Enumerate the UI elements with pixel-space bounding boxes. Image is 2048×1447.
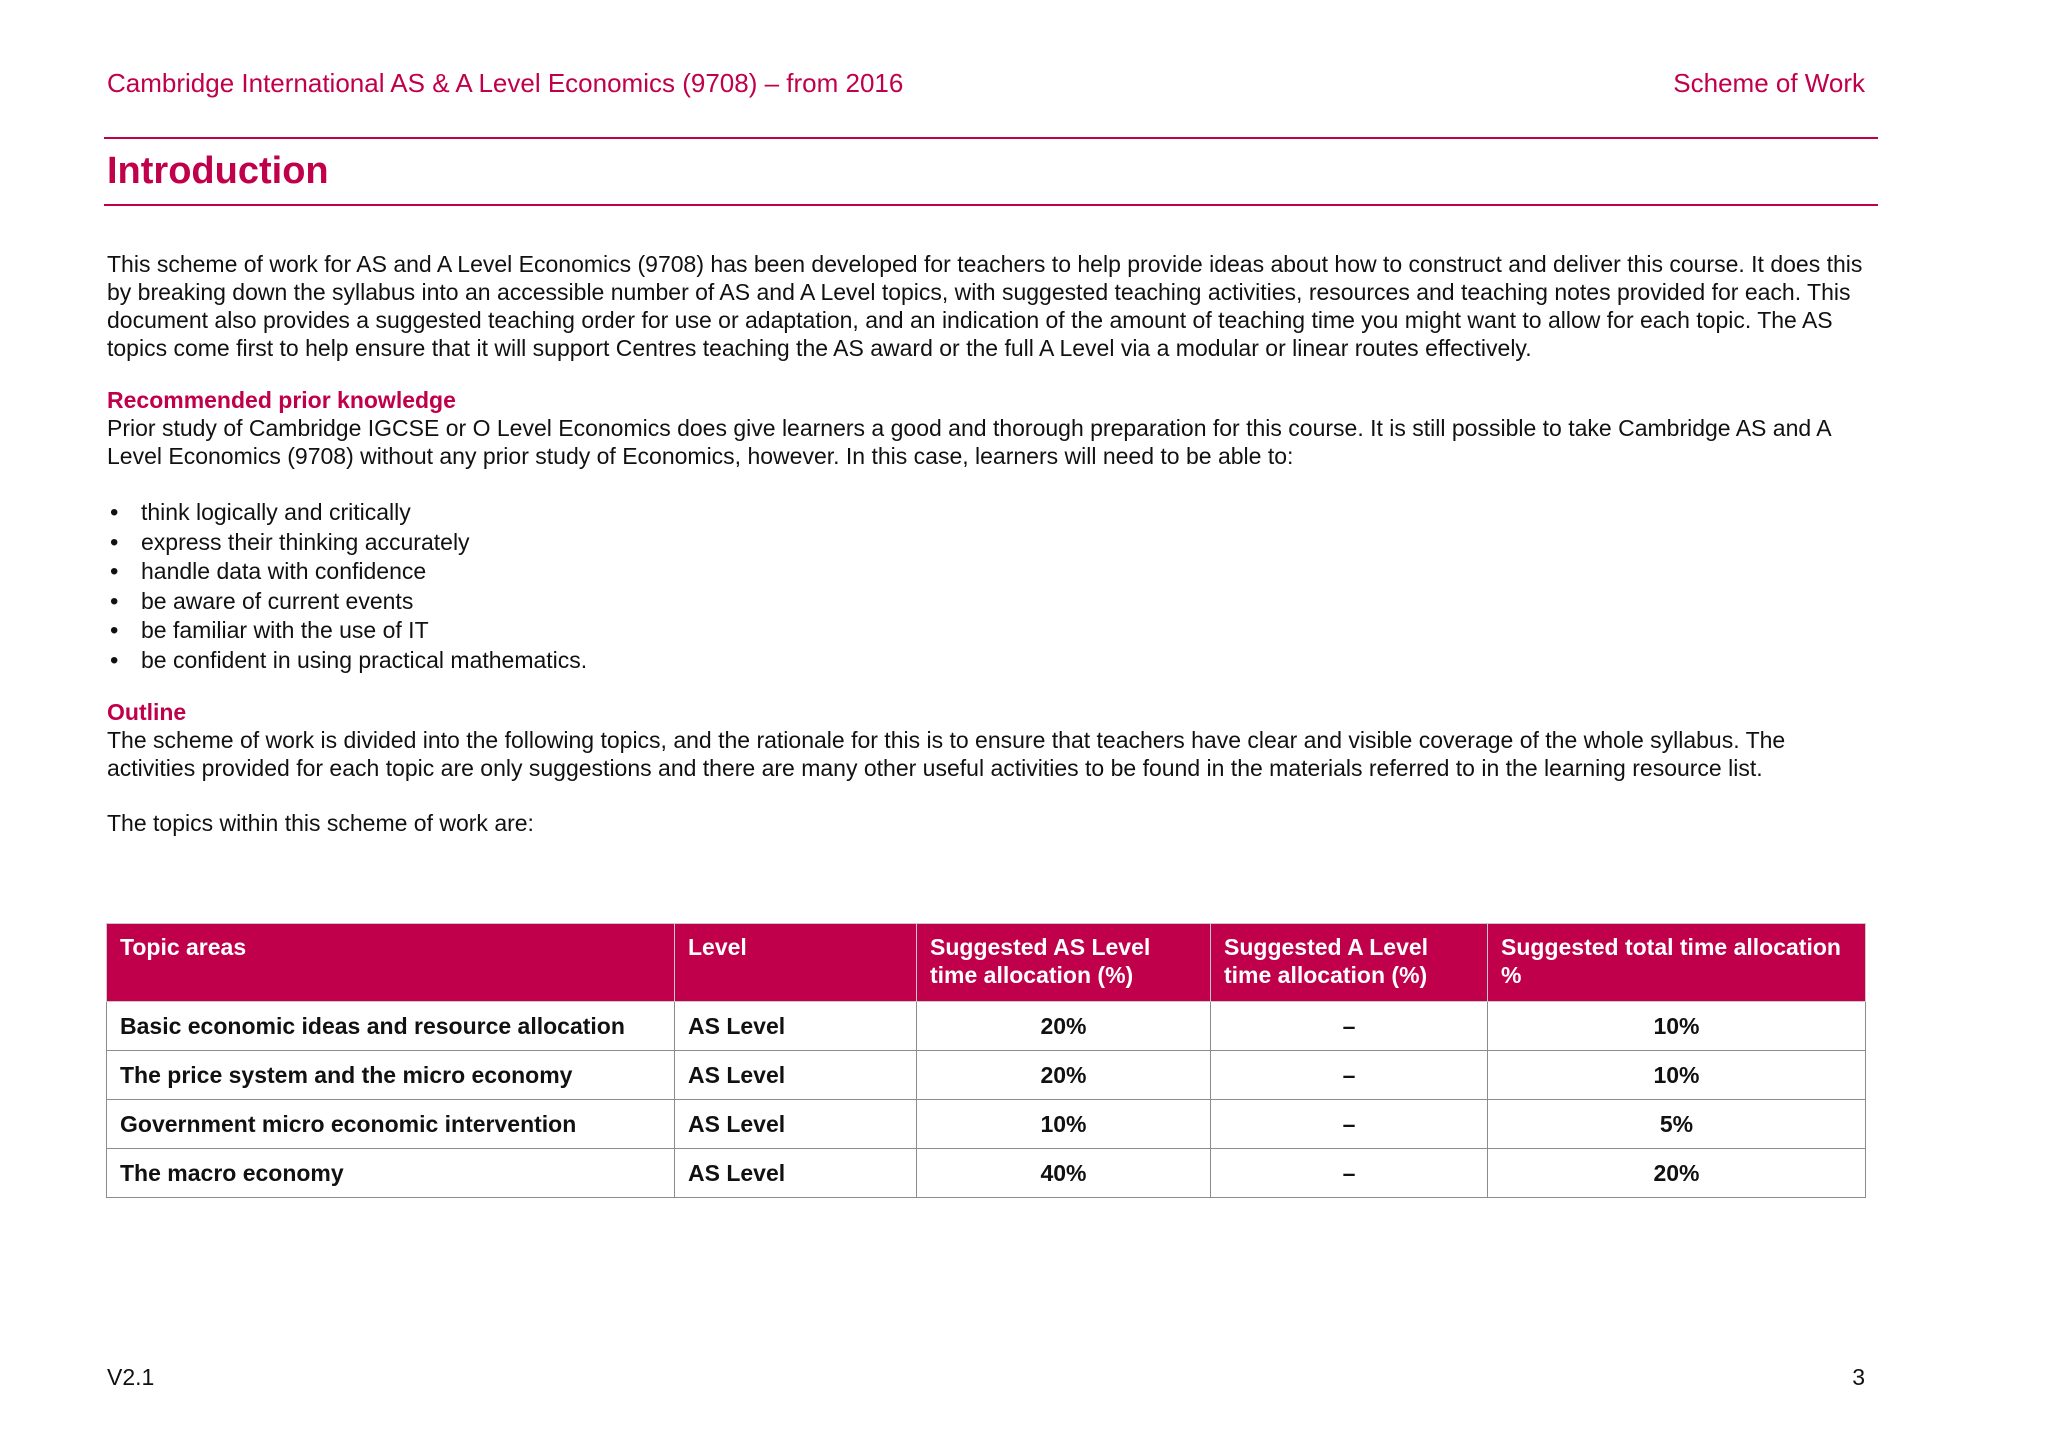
header-topic-areas: Topic areas xyxy=(107,924,675,1002)
prior-knowledge-list xyxy=(107,498,1877,675)
list-item: • express their thinking accurately xyxy=(107,528,1877,558)
outline-heading: Outline xyxy=(107,699,187,725)
cell-level: AS Level xyxy=(675,1002,917,1051)
cell-as-allocation: 20% xyxy=(917,1051,1211,1100)
outline-text: The scheme of work is divided into the following topics, and the rationale for this is to ensure that teachers have clear and visible coverage of the whole syllabus. The activities provided for each topic are only suggestions and there are many other useful activities to be found in the materials referred to in the learning resource list. xyxy=(107,727,1786,781)
table-row xyxy=(107,1100,1866,1149)
table-row xyxy=(107,1002,1866,1051)
table-row xyxy=(107,1051,1866,1100)
topics-table xyxy=(106,923,1866,1198)
cell-topic: Government micro economic intervention xyxy=(107,1100,675,1149)
cell-a-allocation: – xyxy=(1211,1002,1488,1051)
cell-as-allocation: 10% xyxy=(917,1100,1211,1149)
prior-knowledge-heading: Recommended prior knowledge xyxy=(107,387,456,413)
list-item: • be familiar with the use of IT xyxy=(107,616,1877,646)
header-total-allocation: Suggested total time allocation % xyxy=(1488,924,1866,1002)
title-divider xyxy=(104,204,1878,206)
list-item: • handle data with confidence xyxy=(107,557,1877,587)
header-level: Level xyxy=(675,924,917,1002)
footer-version: V2.1 xyxy=(107,1364,155,1390)
cell-level: AS Level xyxy=(675,1051,917,1100)
page-number: 3 xyxy=(1852,1364,1865,1390)
body-content xyxy=(107,250,1877,837)
cell-as-allocation: 40% xyxy=(917,1149,1211,1198)
cell-a-allocation: – xyxy=(1211,1051,1488,1100)
page-title: Introduction xyxy=(107,150,329,192)
list-item: • be confident in using practical mathematics. xyxy=(107,646,1877,676)
cell-level: AS Level xyxy=(675,1100,917,1149)
table-header-row xyxy=(107,924,1866,1002)
table-row xyxy=(107,1149,1866,1198)
cell-total-allocation: 10% xyxy=(1488,1002,1866,1051)
cell-level: AS Level xyxy=(675,1149,917,1198)
cell-topic: The macro economy xyxy=(107,1149,675,1198)
cell-total-allocation: 10% xyxy=(1488,1051,1866,1100)
header-as-allocation: Suggested AS Level time allocation (%) xyxy=(917,924,1211,1002)
outline-section xyxy=(107,698,1877,837)
header-divider xyxy=(104,137,1878,139)
cell-total-allocation: 20% xyxy=(1488,1149,1866,1198)
header-a-allocation: Suggested A Level time allocation (%) xyxy=(1211,924,1488,1002)
list-item: • be aware of current events xyxy=(107,587,1877,617)
intro-paragraph: This scheme of work for AS and A Level Economics (9708) has been developed for teachers to help provide ideas about how to construct and deliver this course. It does this by breaking down the syllabus into an accessible number of AS and A Level topics, with suggested teaching activities, resources and teaching notes provided for each. This document also provides a suggested teaching order for use or adaptation, and an indication of the amount of teaching time you might want to allow for each topic. The AS topics come first to help ensure that it will support Centres teaching the AS award or the full A Level via a modular or linear routes effectively. xyxy=(107,251,1863,361)
cell-as-allocation: 20% xyxy=(917,1002,1211,1051)
prior-knowledge-text: Prior study of Cambridge IGCSE or O Level Economics does give learners a good and thorough preparation for this course. It is still possible to take Cambridge AS and A Level Economics (9708) without any prior study of Economics, however. In this case, learners will need to be able to: xyxy=(107,415,1831,469)
header-course-title: Cambridge International AS & A Level Economics (9708) – from 2016 xyxy=(107,68,904,98)
cell-a-allocation: – xyxy=(1211,1100,1488,1149)
cell-topic: Basic economic ideas and resource allocation xyxy=(107,1002,675,1051)
cell-a-allocation: – xyxy=(1211,1149,1488,1198)
cell-topic: The price system and the micro economy xyxy=(107,1051,675,1100)
list-item: • think logically and critically xyxy=(107,498,1877,528)
topics-intro: The topics within this scheme of work are: xyxy=(107,810,534,836)
cell-total-allocation: 5% xyxy=(1488,1100,1866,1149)
header-doc-type: Scheme of Work xyxy=(1673,68,1865,98)
